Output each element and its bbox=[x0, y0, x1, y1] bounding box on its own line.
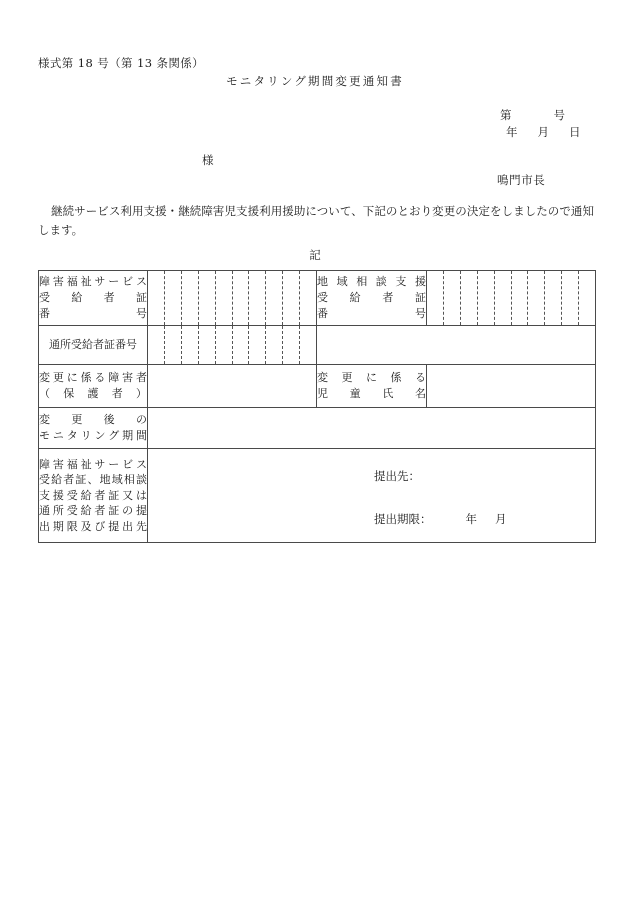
notification-form-table bbox=[38, 270, 596, 543]
digit-cell[interactable] bbox=[444, 271, 461, 325]
label-line-1: 障害福祉サービス bbox=[39, 457, 147, 471]
date-year-label: 年 bbox=[506, 125, 518, 139]
label-line-3: 支援受給者証又は bbox=[39, 488, 147, 502]
digit-cell[interactable] bbox=[300, 326, 316, 364]
label-line-1: 通所受給者証番号 bbox=[49, 338, 137, 351]
label-welfare-service-certificate-number bbox=[39, 271, 148, 326]
label-line-5: 出期限及び提出先 bbox=[39, 519, 147, 533]
submit-deadline-label: 提出期限： bbox=[374, 512, 432, 526]
label-line-4: 通所受給者証の提 bbox=[39, 504, 147, 518]
digit-cell[interactable] bbox=[233, 271, 250, 325]
label-person-with-disability-guardian bbox=[39, 365, 148, 408]
digit-cell[interactable] bbox=[165, 271, 182, 325]
table-row bbox=[39, 271, 596, 326]
digit-cell[interactable] bbox=[233, 326, 250, 364]
digit-cell[interactable] bbox=[249, 326, 266, 364]
label-line-3: 番号 bbox=[39, 307, 147, 320]
input-regional-consultation-certificate-number[interactable] bbox=[427, 271, 596, 326]
document-number-label: 第 bbox=[500, 108, 512, 122]
digit-cell[interactable] bbox=[562, 271, 579, 325]
digit-cell[interactable] bbox=[478, 271, 495, 325]
digit-cell[interactable] bbox=[148, 326, 165, 364]
digit-cell[interactable] bbox=[216, 326, 233, 364]
digit-grid bbox=[148, 271, 316, 325]
digit-cell[interactable] bbox=[283, 326, 300, 364]
digit-cell[interactable] bbox=[199, 326, 216, 364]
label-line-2: （保護者） bbox=[39, 387, 147, 400]
label-line-3: 番号 bbox=[317, 307, 426, 320]
table-row bbox=[39, 408, 596, 449]
digit-cell[interactable] bbox=[199, 271, 216, 325]
date-month-label: 月 bbox=[537, 125, 549, 139]
document-number-field bbox=[500, 107, 565, 123]
digit-cell[interactable] bbox=[182, 271, 199, 325]
digit-cell[interactable] bbox=[266, 271, 283, 325]
form-number: 様式第 18 号（第 13 条関係） bbox=[38, 56, 205, 70]
digit-cell[interactable] bbox=[579, 271, 595, 325]
table-row bbox=[39, 365, 596, 408]
digit-cell[interactable] bbox=[300, 271, 316, 325]
label-line-2: モニタリング期間 bbox=[39, 429, 147, 442]
table-row bbox=[39, 449, 596, 543]
input-daycare-certificate-number[interactable] bbox=[148, 326, 317, 365]
label-line-2: 受給者証 bbox=[317, 291, 426, 304]
addressee-honorific: 様 bbox=[202, 153, 214, 167]
submission-details-cell[interactable] bbox=[148, 449, 596, 543]
label-daycare-certificate-number bbox=[39, 326, 148, 365]
submit-deadline-line[interactable] bbox=[374, 511, 507, 527]
input-welfare-service-certificate-number[interactable] bbox=[148, 271, 317, 326]
label-line-2: 児童氏名 bbox=[317, 387, 426, 400]
digit-cell[interactable] bbox=[283, 271, 300, 325]
submit-destination-line[interactable] bbox=[374, 468, 420, 484]
digit-cell[interactable] bbox=[512, 271, 529, 325]
label-line-1: 障害福祉サービス bbox=[39, 275, 147, 288]
label-revised-monitoring-period bbox=[39, 408, 148, 449]
label-certificate-submission-deadline-and-destination bbox=[39, 449, 148, 543]
table-row bbox=[39, 326, 596, 365]
label-line-1: 変更後の bbox=[39, 413, 147, 426]
digit-grid bbox=[427, 271, 595, 325]
digit-cell[interactable] bbox=[545, 271, 562, 325]
digit-cell[interactable] bbox=[148, 271, 165, 325]
date-day-label: 日 bbox=[569, 125, 581, 139]
label-line-1: 変更に係る障害者 bbox=[39, 371, 147, 384]
digit-cell[interactable] bbox=[427, 271, 444, 325]
empty-cell-row2[interactable] bbox=[317, 326, 596, 365]
deadline-month-label: 月 bbox=[495, 512, 507, 526]
label-child-name bbox=[317, 365, 427, 408]
body-paragraph: 継続サービス利用支援・継続障害児支援利用援助について、下記のとおり変更の決定をしましたので通知します。 bbox=[38, 204, 594, 237]
page-title: モニタリング期間変更通知書 bbox=[226, 74, 404, 88]
digit-cell[interactable] bbox=[165, 326, 182, 364]
input-revised-monitoring-period[interactable] bbox=[148, 408, 596, 449]
digit-cell[interactable] bbox=[216, 271, 233, 325]
digit-cell[interactable] bbox=[461, 271, 478, 325]
deadline-year-label: 年 bbox=[465, 512, 477, 526]
document-date-field bbox=[506, 124, 581, 140]
issuer-name: 鳴門市長 bbox=[497, 173, 546, 187]
label-line-1: 変更に係る bbox=[317, 371, 426, 384]
submit-destination-label: 提出先： bbox=[374, 469, 420, 483]
digit-cell[interactable] bbox=[182, 326, 199, 364]
digit-cell[interactable] bbox=[249, 271, 266, 325]
input-child-name[interactable] bbox=[427, 365, 596, 408]
digit-cell[interactable] bbox=[266, 326, 283, 364]
digit-cell[interactable] bbox=[528, 271, 545, 325]
digit-cell[interactable] bbox=[495, 271, 512, 325]
digit-grid bbox=[148, 326, 316, 364]
label-line-1: 地域相談支援 bbox=[317, 275, 426, 288]
document-number-suffix: 号 bbox=[553, 108, 565, 122]
input-person-with-disability-guardian[interactable] bbox=[148, 365, 317, 408]
ki-marker: 記 bbox=[309, 248, 321, 262]
label-line-2: 受給者証、地域相談 bbox=[39, 473, 147, 487]
label-regional-consultation-certificate-number bbox=[317, 271, 427, 326]
label-line-2: 受給者証 bbox=[39, 291, 147, 304]
